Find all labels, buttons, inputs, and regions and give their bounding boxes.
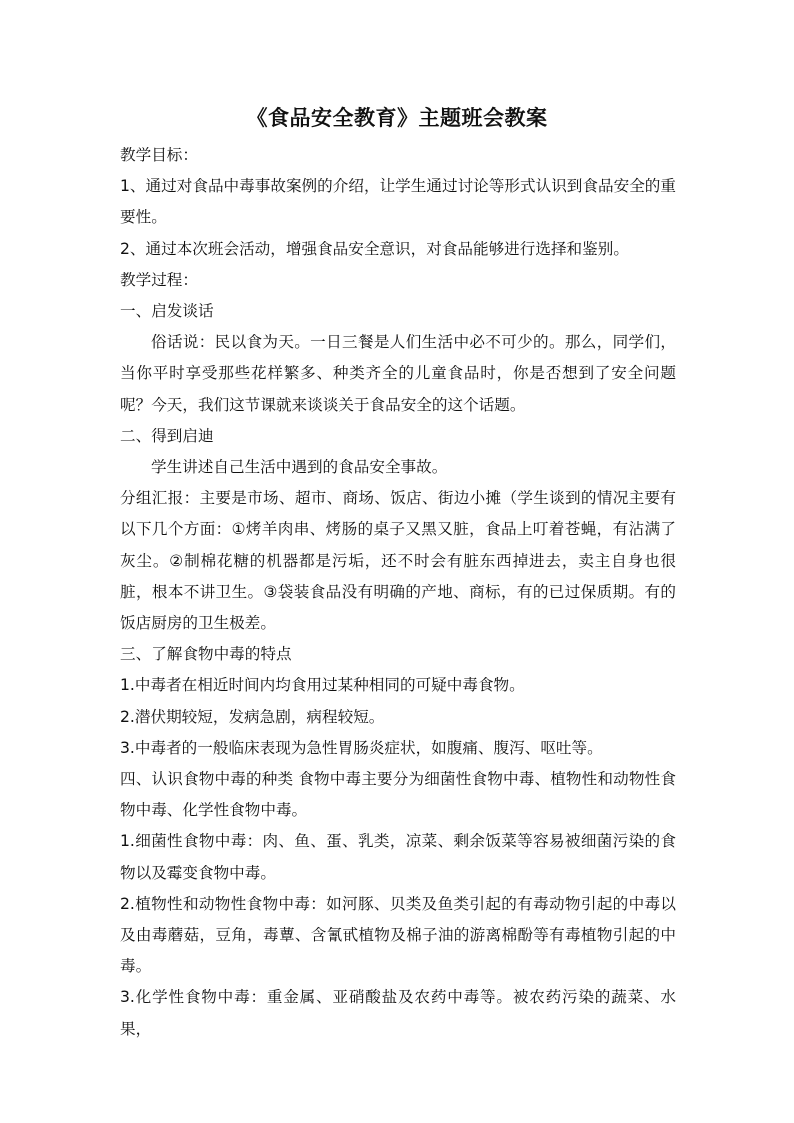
section-heading-4: 四、认识食物中毒的种类 食物中毒主要分为细菌性食物中毒、植物性和动物性食物中毒、化学性食物中毒。	[120, 770, 676, 820]
document-body	[120, 140, 676, 1045]
goal-item-1: 1、通过对食品中毒事故案例的介绍，让学生通过讨论等形式认识到食品安全的重要性。	[120, 177, 676, 227]
goal-item-2: 2、通过本次班会活动，增强食品安全意识，对食品能够进行选择和鉴别。	[120, 239, 629, 258]
section-heading-2: 二、得到启迪	[120, 426, 214, 445]
feature-item-2: 2.潜伏期较短，发病急剧，病程较短。	[120, 707, 385, 726]
section-heading-3: 三、了解食物中毒的特点	[120, 645, 292, 664]
section-2-paragraph: 学生讲述自己生活中遇到的食品安全事故。	[151, 458, 448, 477]
feature-item-1: 1.中毒者在相近时间内均食用过某种相同的可疑中毒食物。	[120, 676, 525, 695]
type-item-2: 2.植物性和动物性食物中毒：如河豚、贝类及鱼类引起的有毒动物引起的中毒以及由毒蘑菇，豆角，毒蕈、含氰甙植物及棉子油的游离棉酚等有毒植物引起的中毒。	[120, 894, 676, 976]
type-item-3: 3.化学性食物中毒：重金属、亚硝酸盐及农药中毒等。被农药污染的蔬菜、水果，	[120, 988, 676, 1038]
type-item-1: 1.细菌性食物中毒：肉、鱼、蛋、乳类，凉菜、剩余饭菜等容易被细菌污染的食物以及霉变食物中毒。	[120, 832, 676, 882]
feature-item-3: 3.中毒者的一般临床表现为急性胃肠炎症状，如腹痛、腹泻、呕吐等。	[120, 738, 603, 757]
heading-teaching-goals: 教学目标：	[120, 146, 198, 164]
section-heading-1: 一、启发谈话	[120, 302, 214, 321]
document-title: 《食品安全教育》主题班会教案	[246, 106, 548, 130]
section-1-paragraph: 俗话说：民以食为天。一日三餐是人们生活中必不可少的。那么，同学们，当你平时享受那些花样繁多、种类齐全的儿童食品时，你是否想到了安全问题呢？今天，我们这节课就来谈谈关于食品安全的这个话题。	[120, 333, 676, 414]
group-report-paragraph: 分组汇报：主要是市场、超市、商场、饭店、街边小摊（学生谈到的情况主要有以下几个方面：①烤羊肉串、烤肠的桌子又黑又脏，食品上叮着苍蝇，有沾满了灰尘。②制棉花糖的机器都是污垢，还不时会有脏东西掉进去，卖主自身也很脏，根本不讲卫生。③袋装食品没有明确的产地、商标，有的已过保质期。有的饭店厨房的卫生极差。	[120, 489, 676, 633]
heading-teaching-process: 教学过程：	[120, 270, 198, 289]
